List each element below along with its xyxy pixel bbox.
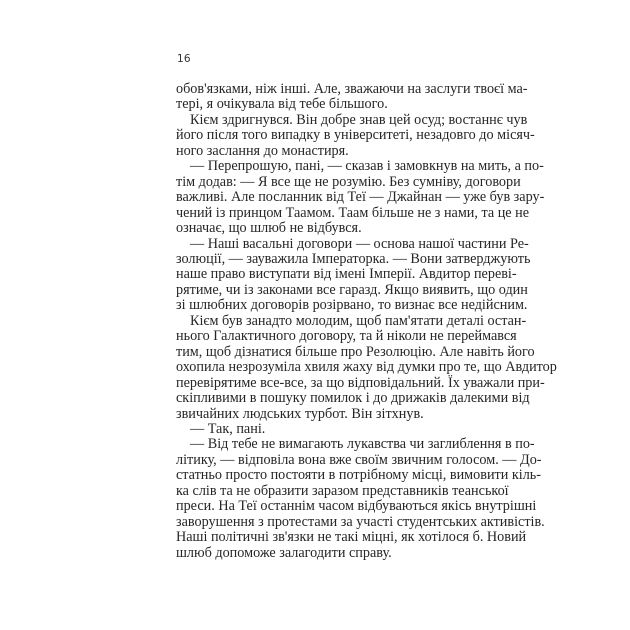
text-line: Кієм був занадто молодим, щоб пам'ятати деталі остан-	[190, 312, 527, 329]
text-line: наше право виступати від імені Імперії. Авдитор переві-	[176, 266, 517, 283]
text-line: золюції, — зауважила Імператорка. — Вони затверджують	[176, 250, 531, 267]
text-line: важливі. Але посланник від Теї — Джайнан — уже був зару-	[176, 189, 545, 206]
text-line: охопила незрозуміла хвиля жаху від думки про те, що Авдитор	[176, 359, 557, 376]
body-text	[176, 81, 557, 561]
text-line: шлюб допоможе залагодити справу.	[176, 544, 392, 561]
text-line: Кієм здригнувся. Він добре знав цей осуд; востаннє чув	[190, 111, 528, 128]
page-number: 16	[177, 53, 191, 65]
text-line: тим, щоб дізнатися більше про Резолюцію. Але навіть його	[176, 343, 535, 360]
text-line: літику, — відповіла вона вже своїм звичним голосом. — До-	[176, 451, 542, 468]
text-line: тері, я очікувала від тебе більшого.	[176, 96, 388, 113]
text-line: обов'язками, ніж інші. Але, зважаючи на заслуги твоєї ма-	[176, 81, 528, 97]
text-line: Наші політичні зв'язки не такі міцні, як хотілося б. Новий	[176, 529, 527, 546]
text-line: преси. На Теї останнім часом відбуваються якісь внутрішні	[176, 498, 537, 515]
text-line: зі шлюбних договорів розірвано, то визнає все недійсним.	[176, 297, 528, 314]
text-line: скіпливими в пошуку помилок і до дрижаків далекими від	[176, 390, 530, 407]
text-line: — Від тебе не вимагають лукавства чи заглиблення в по-	[190, 436, 535, 453]
text-line: статньо просто постояти в потрібному місці, вимовити кіль-	[176, 467, 541, 484]
text-line: заворушення з протестами за участі студентських активістів.	[176, 513, 545, 530]
text-line: його після того випадку в університеті, незадовго до місяч-	[176, 127, 535, 144]
text-line: чений із принцом Таамом. Таам більше не з нами, та це не	[176, 204, 530, 221]
text-line: рятиме, чи із законами все гаразд. Якщо виявить, що один	[176, 281, 528, 298]
text-line: означає, що шлюб не відбувся.	[176, 220, 362, 237]
text-line: — Так, пані.	[190, 420, 266, 437]
text-line: нього Галактичного договору, та й ніколи не переймався	[176, 328, 517, 345]
text-line: звичайних людських турбот. Він зітхнув.	[176, 405, 424, 422]
text-line: ного заслання до монастиря.	[176, 142, 349, 159]
text-line: тім додав: — Я все ще не розумію. Без сумніву, договори	[176, 173, 521, 190]
text-line: — Наші васальні договори — основа нашої частини Ре-	[190, 235, 529, 252]
text-line: — Перепрошую, пані, — сказав і замовкнув на мить, а по-	[190, 158, 544, 175]
text-line: ка слів та не образити заразом представників теанської	[176, 482, 509, 499]
text-line: перевірятиме все-все, за що відповідальний. Їх уважали при-	[176, 374, 545, 391]
